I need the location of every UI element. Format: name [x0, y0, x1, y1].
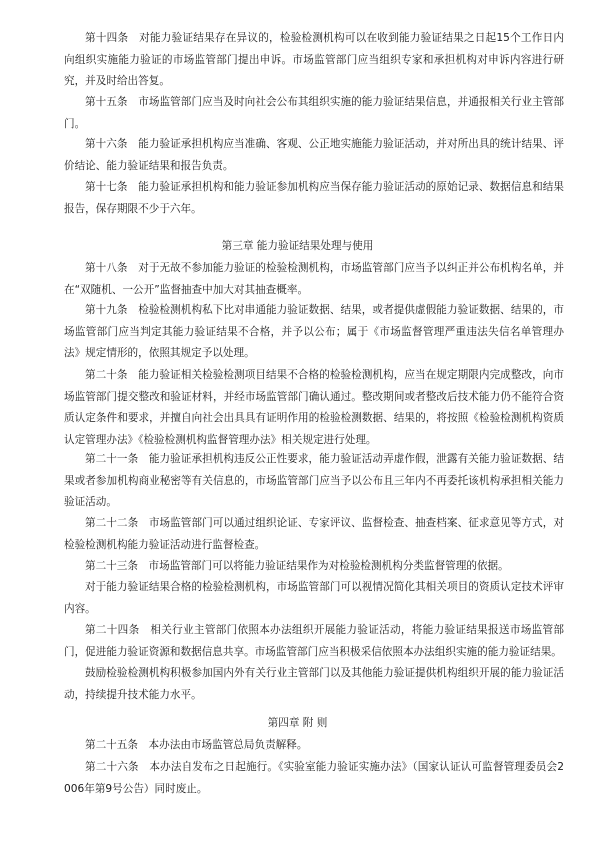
article-20: 第二十条 能力验证相关检验检测项目结果不合格的检验检测机构，应当在规定期限内完成整改，向市场监管部门提交整改和验证材料，并经市场监管部门确认通过。整改期间或者整改后技术能力仍不能符合资质认定条件和要求，并擅自向社会出具具有证明作用的检验检测数据、结果的，将按照《检验检测机构资质认定管理办法》《检验检测机构监督管理办法》相关规定进行处理。: [64, 369, 564, 446]
article-23: 第二十三条 市场监管部门可以将能力验证结果作为对检验检测机构分类监督管理的依据。: [85, 560, 509, 572]
chapter-3-heading: 第三章 能力验证结果处理与使用: [221, 240, 374, 252]
article-21: 第二十一条 能力验证承担机构违反公正性要求，能力验证活动弄虚作假，泄露有关能力验证数据、结果或者参加机构商业秘密等有关信息的，市场监管部门应当予以公布且三年内不再委托该机构承担相关能力验证活动。: [64, 453, 564, 508]
article-24-paragraph-2: 鼓励检验检测机构积极参加国内外有关行业主管部门以及其他能力验证提供机构组织开展的能力验证活动，持续提升技术能力水平。: [64, 667, 564, 701]
article-15: 第十五条 市场监管部门应当及时向社会公布其组织实施的能力验证结果信息，并通报相关行业主管部门。: [64, 96, 564, 130]
article-19: 第十九条 检验检测机构私下比对串通能力验证数据、结果，或者提供虚假能力验证数据、结果的，市场监管部门应当判定其能力验证结果不合格，并予以公布；属于《市场监督管理严重违法失信名单管理办法》规定情形的，依照其规定予以处理。: [64, 304, 564, 359]
article-23-paragraph-2: 对于能力验证结果合格的检验检测机构，市场监管部门可以视情况简化其相关项目的资质认定技术评审内容。: [64, 581, 564, 615]
article-18: 第十八条 对于无故不参加能力验证的检验检测机构，市场监管部门应当予以纠正并公布机构名单，并在“双随机、一公开”监督抽查中加大对其抽查概率。: [64, 262, 564, 296]
article-26: 第二十六条 本办法自发布之日起施行。《实验室能力验证实施办法》（国家认证认可监督管理委员会2006年第9号公告）同时废止。: [64, 761, 564, 795]
chapter-4-heading: 第四章 附 则: [267, 717, 328, 729]
article-24: 第二十四条 相关行业主管部门依照本办法组织开展能力验证活动，将能力验证结果报送市场监管部门，促进能力验证资源和数据信息共享。市场监管部门应当积极采信依照本办法组织实施的能力验证结果。: [64, 624, 564, 658]
article-16: 第十六条 能力验证承担机构应当准确、客观、公正地实施能力验证活动，并对所出具的统计结果、评价结论、能力验证结果和报告负责。: [64, 138, 564, 172]
article-25: 第二十五条 本办法由市场监管总局负责解释。: [85, 739, 308, 751]
article-22: 第二十二条 市场监管部门可以通过组织论证、专家评议、监督检查、抽查档案、征求意见等方式，对检验检测机构能力验证活动进行监督检查。: [64, 517, 564, 551]
article-17: 第十七条 能力验证承担机构和能力验证参加机构应当保存能力验证活动的原始记录、数据信息和结果报告，保存期限不少于六年。: [64, 181, 564, 215]
article-14: 第十四条 对能力验证结果存在异议的，检验检测机构可以在收到能力验证结果之日起15个工作日内向组织实施能力验证的市场监管部门提出申诉。市场监管部门应当组织专家和承担机构对申诉内容进行研究，并及时给出答复。: [64, 32, 564, 87]
